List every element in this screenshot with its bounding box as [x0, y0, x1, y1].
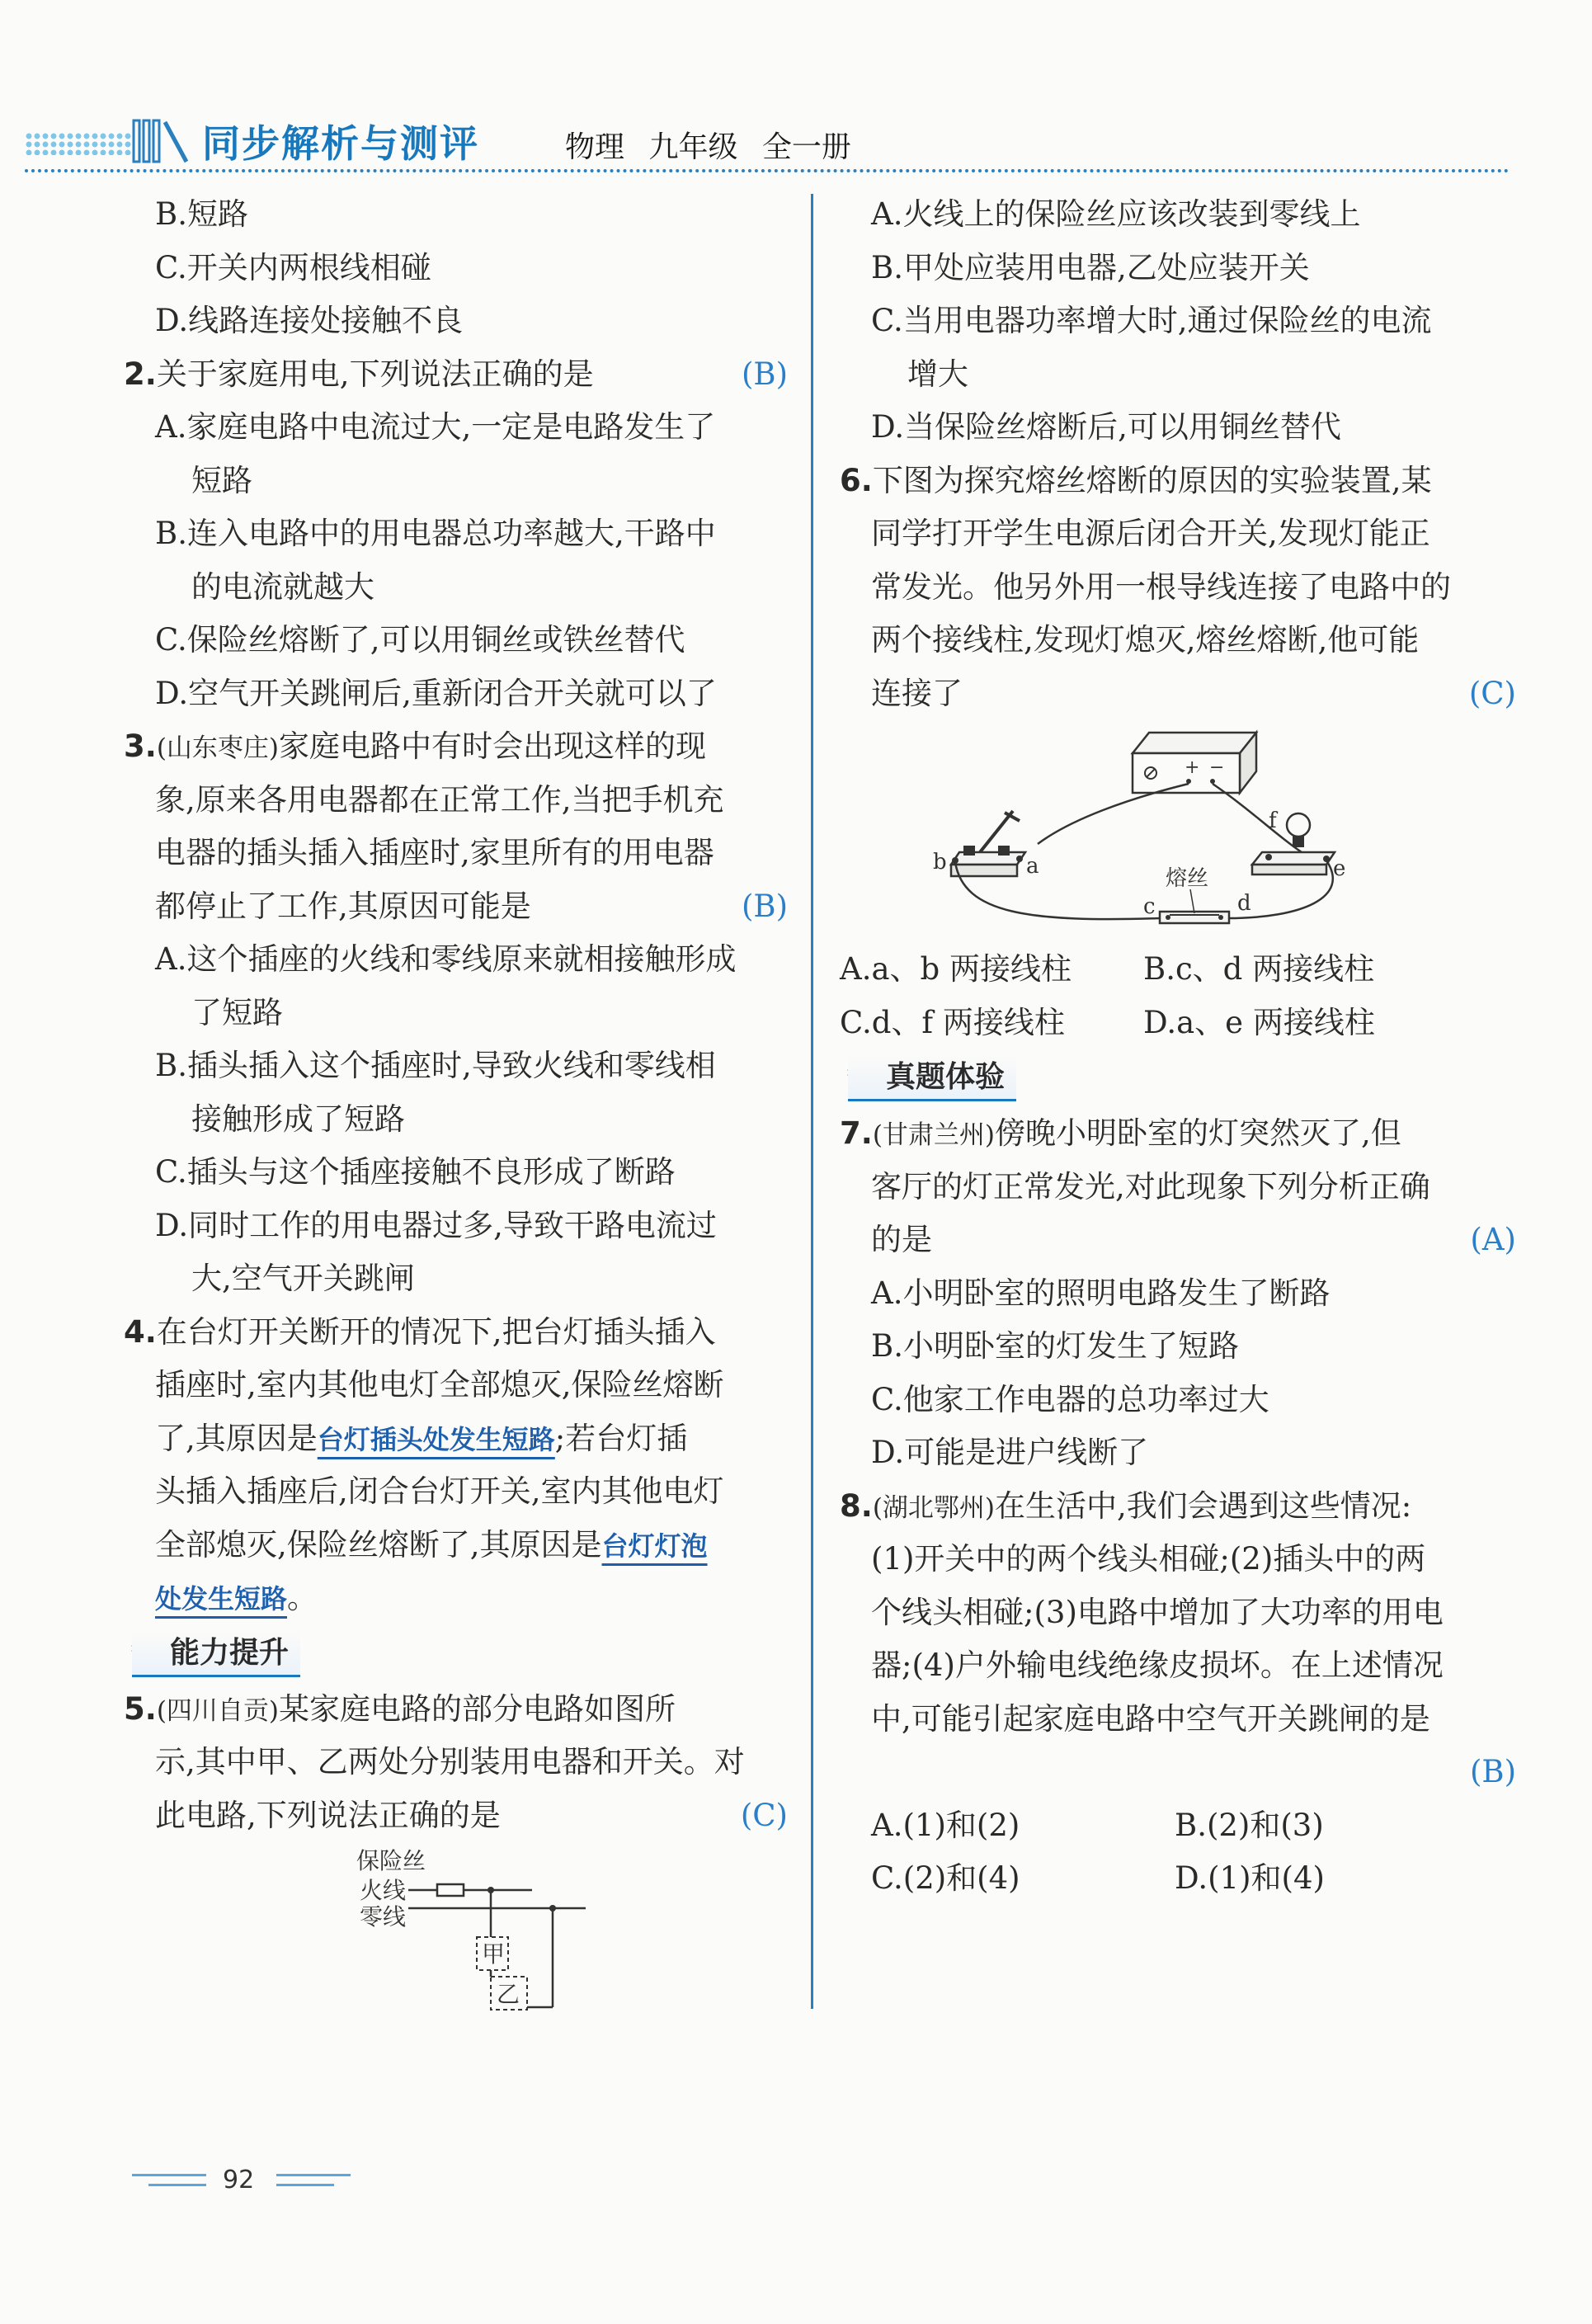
q6-apparatus-diagram — [840, 720, 1516, 943]
q5-number: 5. — [124, 1690, 157, 1727]
q3-option-c: C.插头与这个插座接触不良形成了断路 — [155, 1154, 676, 1190]
q8-answer-line — [840, 1746, 1516, 1799]
q6-option-c: C.d、f 两接线柱 — [840, 1004, 1065, 1040]
q6-stem-line3: 常发光。他另外用一根导线连接了电路中的 — [871, 568, 1451, 605]
live-wire-label: 火线 — [360, 1877, 407, 1904]
q4-stem-line3 — [124, 1412, 788, 1466]
q6-options-row2 — [840, 997, 1516, 1050]
q7-option-c: C.他家工作电器的总功率过大 — [871, 1381, 1269, 1417]
q7-option-a: A.小明卧室的照明电路发生了断路 — [871, 1275, 1331, 1311]
q3-option-a-cont: 了短路 — [191, 994, 283, 1030]
q8-number: 8. — [840, 1487, 873, 1524]
q7-answer: (A) — [1470, 1222, 1516, 1257]
q7-stem-line3 — [840, 1214, 1516, 1267]
q6-number: 6. — [840, 462, 873, 498]
q4-text-6b: 。 — [287, 1580, 318, 1615]
q4-stem-line1 — [124, 1306, 788, 1360]
q8-stem-line3: 个线头相碰;(3)电路中增加了大功率的用电 — [871, 1594, 1444, 1630]
fuse-symbol — [437, 1884, 464, 1896]
q3-stem-line4 — [124, 880, 788, 934]
power-supply-top — [1133, 733, 1256, 753]
header-dots-decoration — [25, 132, 132, 155]
book-series-title: 同步解析与测评 — [202, 121, 479, 166]
q5-answer: (C) — [740, 1797, 788, 1833]
q4-fill-answer-2b: 处发生短路 — [155, 1583, 288, 1615]
q8-option-a: A.(1)和(2) — [871, 1807, 1020, 1843]
q8-options-row2 — [840, 1852, 1516, 1906]
q8-answer: (B) — [1469, 1754, 1516, 1789]
q7-stem-text-3: 的是 — [871, 1222, 932, 1257]
q2-option-a: A.家庭电路中电流过大,一定是电路发生了 — [155, 409, 716, 445]
minus-terminal-label: − — [1209, 757, 1225, 778]
q4-fill-answer-2a: 台灯灯泡 — [601, 1530, 708, 1562]
terminal-d-label: d — [1237, 891, 1251, 916]
q2-option-a-cont: 短路 — [191, 462, 252, 498]
q3-option-b-cont: 接触形成了短路 — [191, 1101, 405, 1137]
q4-stem-line6 — [124, 1572, 788, 1625]
q1-option-b: B.短路 — [155, 196, 248, 232]
lamp-base — [1252, 852, 1335, 865]
fuse-label: 保险丝 — [356, 1847, 426, 1874]
q5-circuit-diagram — [124, 1842, 788, 2015]
q6-options-row1 — [840, 943, 1516, 997]
footer-line-left-2 — [148, 2184, 206, 2186]
q3-option-d-cont: 大,空气开关跳闸 — [191, 1261, 415, 1296]
q7-option-b: B.小明卧室的灯发生了短路 — [871, 1328, 1239, 1364]
q4-text-3a: 了,其原因是 — [155, 1420, 318, 1456]
q3-stem-text-4: 都停止了工作,其原因可能是 — [155, 888, 531, 924]
q2-stem-text: 关于家庭用电,下列说法正确的是 — [156, 356, 594, 392]
q2-option-b: B.连入电路中的用电器总功率越大,干路中 — [155, 516, 716, 551]
q4-stem-text-1: 在台灯开关断开的情况下,把台灯插头插入 — [156, 1313, 716, 1350]
q6-stem-text-5: 连接了 — [871, 675, 963, 711]
book-subject: 物理 九年级 全一册 — [565, 130, 851, 164]
column-divider — [811, 194, 813, 2009]
q8-stem-line4: 器;(4)户外输电线绝缘皮损坏。在上述情况 — [871, 1648, 1444, 1683]
q6-option-b: B.c、d 两接线柱 — [1143, 951, 1375, 987]
q6-apparatus-figure — [840, 720, 1516, 943]
footer-line-right — [276, 2174, 351, 2176]
q1-option-c: C.开关内两根线相碰 — [155, 249, 431, 285]
q5-option-b: B.甲处应装用电器,乙处应装开关 — [871, 249, 1310, 285]
q5-source: (四川自贡) — [156, 1695, 280, 1726]
q7-option-d: D.可能是进户线断了 — [871, 1435, 1149, 1470]
q3-option-d: D.同时工作的用电器过多,导致干路电流过 — [155, 1207, 717, 1243]
q7-number: 7. — [840, 1115, 873, 1151]
q5-stem-line1 — [124, 1683, 788, 1737]
header-divider — [25, 169, 1510, 172]
q8-options-row1 — [840, 1799, 1516, 1853]
q4-number: 4. — [124, 1313, 157, 1350]
terminal-e-label: e — [1333, 856, 1346, 881]
terminal-a-label: a — [1026, 854, 1039, 879]
section-real-exam — [840, 1049, 1516, 1107]
jia-label: 甲 — [482, 1940, 506, 1968]
plus-terminal-label: + — [1185, 757, 1200, 778]
q3-stem-text-1: 家庭电路中有时会出现这样的现 — [279, 728, 707, 764]
q8-stem-line2: (1)开关中的两个线头相碰;(2)插头中的两 — [871, 1541, 1426, 1577]
q2-option-c: C.保险丝熔断了,可以用铜丝或铁丝替代 — [155, 622, 685, 658]
q6-option-d: D.a、e 两接线柱 — [1143, 1004, 1375, 1040]
q6-answer: (C) — [1468, 675, 1516, 711]
q2-answer: (B) — [741, 356, 788, 392]
q3-option-a: A.这个插座的火线和零线原来就相接触形成 — [155, 941, 737, 977]
q4-text-3b: ;若台灯插 — [554, 1420, 688, 1456]
q8-stem-text-1: 在生活中,我们会遇到这些情况: — [995, 1487, 1412, 1524]
q8-source: (湖北鄂州) — [872, 1492, 996, 1523]
q6-stem-text-1: 下图为探究熔丝熔断的原因的实验装置,某 — [872, 462, 1432, 498]
q3-option-b: B.插头插入这个插座时,导致火线和零线相 — [155, 1048, 716, 1083]
q4-fill-answer-1: 台灯插头处发生短路 — [317, 1423, 555, 1455]
q3-answer: (B) — [741, 888, 788, 924]
q3-stem-line1 — [124, 720, 788, 774]
q6-stem-line1 — [840, 455, 1516, 508]
q7-stem-text-1: 傍晚小明卧室的灯突然灭了,但 — [995, 1115, 1401, 1151]
q2-option-d: D.空气开关跳闸后,重新闭合开关就可以了 — [155, 675, 717, 711]
q5-stem-text-1: 某家庭电路的部分电路如图所 — [279, 1690, 676, 1727]
q4-stem-line5 — [124, 1519, 788, 1572]
q5-option-c-cont: 增大 — [907, 356, 968, 392]
q8-option-c: C.(2)和(4) — [871, 1860, 1020, 1896]
books-logo-icon — [132, 117, 191, 163]
q5-option-d: D.当保险丝熔断后,可以用铜丝替代 — [871, 409, 1341, 445]
q6-option-a: A.a、b 两接线柱 — [840, 951, 1072, 987]
q5-circuit-figure — [124, 1842, 788, 2015]
q3-source: (山东枣庄) — [156, 733, 280, 763]
q8-stem-line5: 中,可能引起家庭电路中空气开关跳闸的是 — [871, 1700, 1430, 1737]
q2-stem — [124, 348, 788, 402]
switch-base — [951, 852, 1025, 865]
q5-stem-line3 — [124, 1789, 788, 1843]
q3-stem-line2: 象,原来各用电器都在正常工作,当把手机充 — [155, 781, 724, 818]
q8-stem-line1 — [840, 1480, 1516, 1534]
footer-line-left — [132, 2174, 206, 2176]
q3-stem-line3: 电器的插头插入插座时,家里所有的用电器 — [155, 835, 714, 870]
section-title: 真题体验 — [848, 1056, 1016, 1101]
neutral-wire-label: 零线 — [360, 1903, 407, 1930]
section-title: 能力提升 — [132, 1632, 300, 1677]
q7-source: (甘肃兰州) — [872, 1120, 996, 1150]
page-header — [25, 107, 1510, 173]
terminal-c-label: c — [1143, 894, 1156, 919]
q3-number: 3. — [124, 728, 157, 764]
q6-stem-line4: 两个接线柱,发现灯熄灭,熔丝熔断,他可能 — [871, 622, 1420, 658]
q4-text-5a: 全部熄灭,保险丝熔断了,其原因是 — [155, 1526, 602, 1563]
fuse-wire-label: 熔丝 — [1166, 866, 1209, 891]
q7-stem-line2: 客厅的灯正常发光,对此现象下列分析正确 — [871, 1168, 1430, 1204]
page-footer — [132, 2166, 379, 2207]
q6-stem-line2: 同学打开学生电源后闭合开关,发现灯能正 — [871, 516, 1430, 551]
terminal-b-label: b — [933, 850, 947, 874]
q8-option-b: B.(2)和(3) — [1175, 1807, 1324, 1843]
left-column — [124, 188, 788, 2015]
q4-stem-line4: 头插入插座后,闭合台灯开关,室内其他电灯 — [155, 1473, 724, 1509]
q5-option-a: A.火线上的保险丝应该改装到零线上 — [871, 196, 1361, 232]
page-number: 92 — [223, 2166, 255, 2194]
q2-number: 2. — [124, 356, 157, 392]
q5-stem-text-3: 此电路,下列说法正确的是 — [155, 1797, 501, 1833]
q4-stem-line2: 插座时,室内其他电灯全部熄灭,保险丝熔断 — [155, 1367, 724, 1402]
footer-line-right-2 — [276, 2184, 334, 2186]
q5-option-c: C.当用电器功率增大时,通过保险丝的电流 — [871, 303, 1432, 338]
q7-stem-line1 — [840, 1107, 1516, 1161]
right-column — [840, 188, 1516, 1906]
section-ability-improve — [124, 1625, 788, 1683]
q5-stem-line2: 示,其中甲、乙两处分别装用电器和开关。对 — [155, 1744, 745, 1780]
q1-option-d: D.线路连接处接触不良 — [155, 303, 464, 338]
terminal-f-label: f — [1269, 808, 1277, 833]
bulb-icon — [1287, 813, 1310, 837]
q2-option-b-cont: 的电流就越大 — [191, 568, 374, 605]
q6-stem-line5 — [840, 667, 1516, 721]
yi-label: 乙 — [497, 1981, 520, 2008]
q8-option-d: D.(1)和(4) — [1175, 1860, 1325, 1896]
